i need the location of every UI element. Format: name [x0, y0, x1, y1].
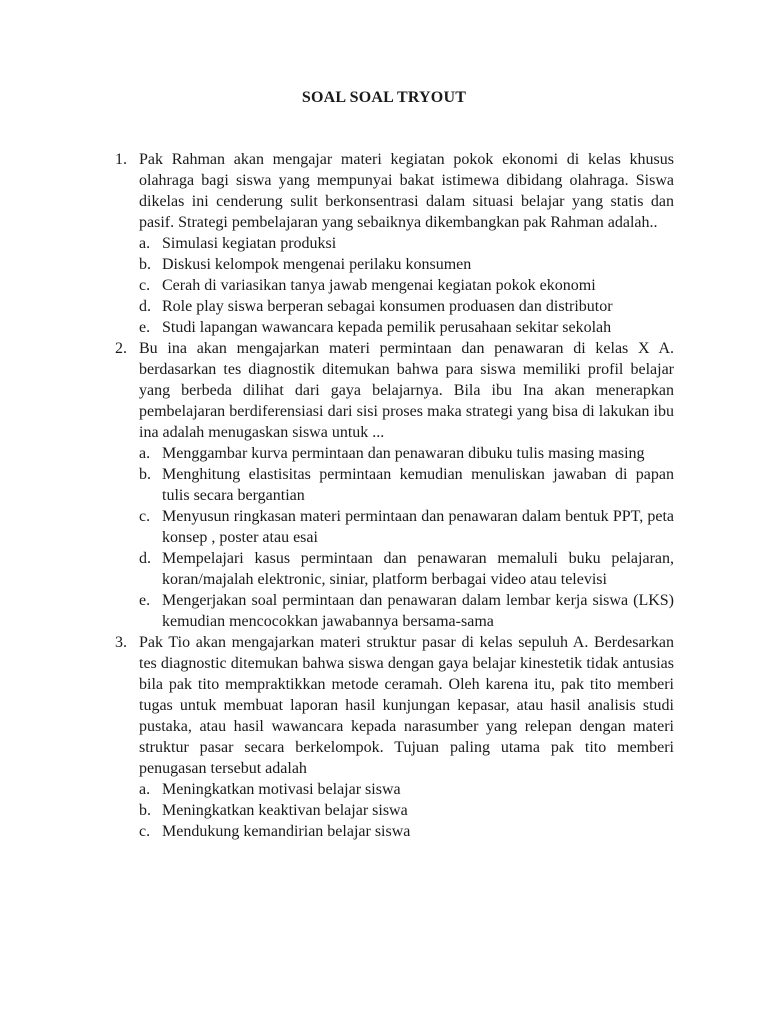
option-text: Studi lapangan wawancara kepada pemilik perusahaan sekitar sekolah: [162, 319, 612, 336]
option-text: Menghitung elastisitas permintaan kemudian menuliskan jawaban di papan tulis secara bergantian: [162, 466, 674, 504]
question-number: 3.: [115, 634, 127, 651]
option-letter: d.: [139, 298, 151, 315]
option-d: [139, 296, 674, 317]
question-2: [115, 338, 674, 632]
question-3: [115, 632, 674, 842]
option-text: Diskusi kelompok mengenai perilaku konsumen: [162, 256, 472, 273]
option-letter: e.: [139, 592, 151, 609]
question-text: Pak Tio akan mengajarkan materi struktur pasar di kelas sepuluh A. Berdesarkan tes diagnostic ditemukan bahwa siswa dengan gaya belajar kinestetik tidak antusias bila pak tito mempraktikkan metode ceramah. Oleh karena itu, pak tito memberi tugas untuk membuat laporan hasil kunjungan kepasar, atau hasil analisis studi pustaka, atau hasil wawancara kepada narasumber yang relepan dengan materi struktur pasar secara berkelompok. Tujuan paling utama pak tito memberi penugasan tersebut adalah: [139, 634, 674, 777]
question-1: [115, 149, 674, 338]
option-a: [139, 443, 674, 464]
option-c: [139, 821, 674, 842]
option-e: [139, 317, 674, 338]
question-text: Pak Rahman akan mengajar materi kegiatan pokok ekonomi di kelas khusus olahraga bagi siswa yang mempunyai bakat istimewa dibidang olahraga. Siswa dikelas ini cenderung sulit berkonsentrasi dalam situasi belajar yang statis dan pasif. Strategi pembelajaran yang sebaiknya dikembangkan pak Rahman adalah..: [139, 151, 674, 231]
page-title: SOAL SOAL TRYOUT: [301, 89, 467, 106]
option-text: Mempelajari kasus permintaan dan penawaran memaluli buku pelajaran, koran/majalah elektronic, siniar, platform berbagai video atau televisi: [162, 550, 674, 588]
question-number: 2.: [115, 340, 127, 357]
question-text: Bu ina akan mengajarkan materi permintaan dan penawaran di kelas X A. berdasarkan tes diagnostik ditemukan bahwa para siswa memiliki profil belajar yang berbeda dilihat dari gaya belajarnya. Bila ibu Ina akan menerapkan pembelajaran berdiferensiasi dari sisi proses maka strategi yang bisa di lakukan ibu ina adalah menugaskan siswa untuk ...: [139, 340, 674, 441]
option-text: Simulasi kegiatan produksi: [162, 235, 337, 252]
option-letter: b.: [139, 256, 151, 273]
option-letter: c.: [139, 277, 151, 294]
option-c: [139, 506, 674, 548]
option-b: [139, 254, 674, 275]
option-d: [139, 548, 674, 590]
option-a: [139, 233, 674, 254]
option-letter: e.: [139, 319, 151, 336]
option-c: [139, 275, 674, 296]
option-letter: b.: [139, 466, 151, 483]
option-text: Cerah di variasikan tanya jawab mengenai kegiatan pokok ekonomi: [162, 277, 596, 294]
option-b: [139, 800, 674, 821]
option-letter: c.: [139, 823, 151, 840]
option-letter: c.: [139, 508, 151, 525]
option-list: [139, 443, 674, 632]
option-text: Menggambar kurva permintaan dan penawaran dibuku tulis masing masing: [162, 445, 645, 462]
option-text: Mengerjakan soal permintaan dan penawaran dalam lembar kerja siswa (LKS) kemudian mencocokkan jawabannya bersama-sama: [162, 592, 674, 630]
option-letter: a.: [139, 235, 151, 252]
option-letter: a.: [139, 445, 151, 462]
option-a: [139, 779, 674, 800]
question-number: 1.: [115, 151, 127, 168]
option-letter: a.: [139, 781, 151, 798]
option-text: Role play siswa berperan sebagai konsumen produasen dan distributor: [162, 298, 613, 315]
option-b: [139, 464, 674, 506]
option-list: [139, 779, 674, 842]
option-letter: d.: [139, 550, 151, 567]
question-list: [115, 149, 674, 842]
option-text: Meningkatkan keaktivan belajar siswa: [162, 802, 408, 819]
option-text: Menyusun ringkasan materi permintaan dan penawaran dalam bentuk PPT, peta konsep , poster atau esai: [162, 508, 674, 546]
option-letter: b.: [139, 802, 151, 819]
option-text: Mendukung kemandirian belajar siswa: [162, 823, 411, 840]
option-list: [139, 233, 674, 338]
option-e: [139, 590, 674, 632]
option-text: Meningkatkan motivasi belajar siswa: [162, 781, 401, 798]
